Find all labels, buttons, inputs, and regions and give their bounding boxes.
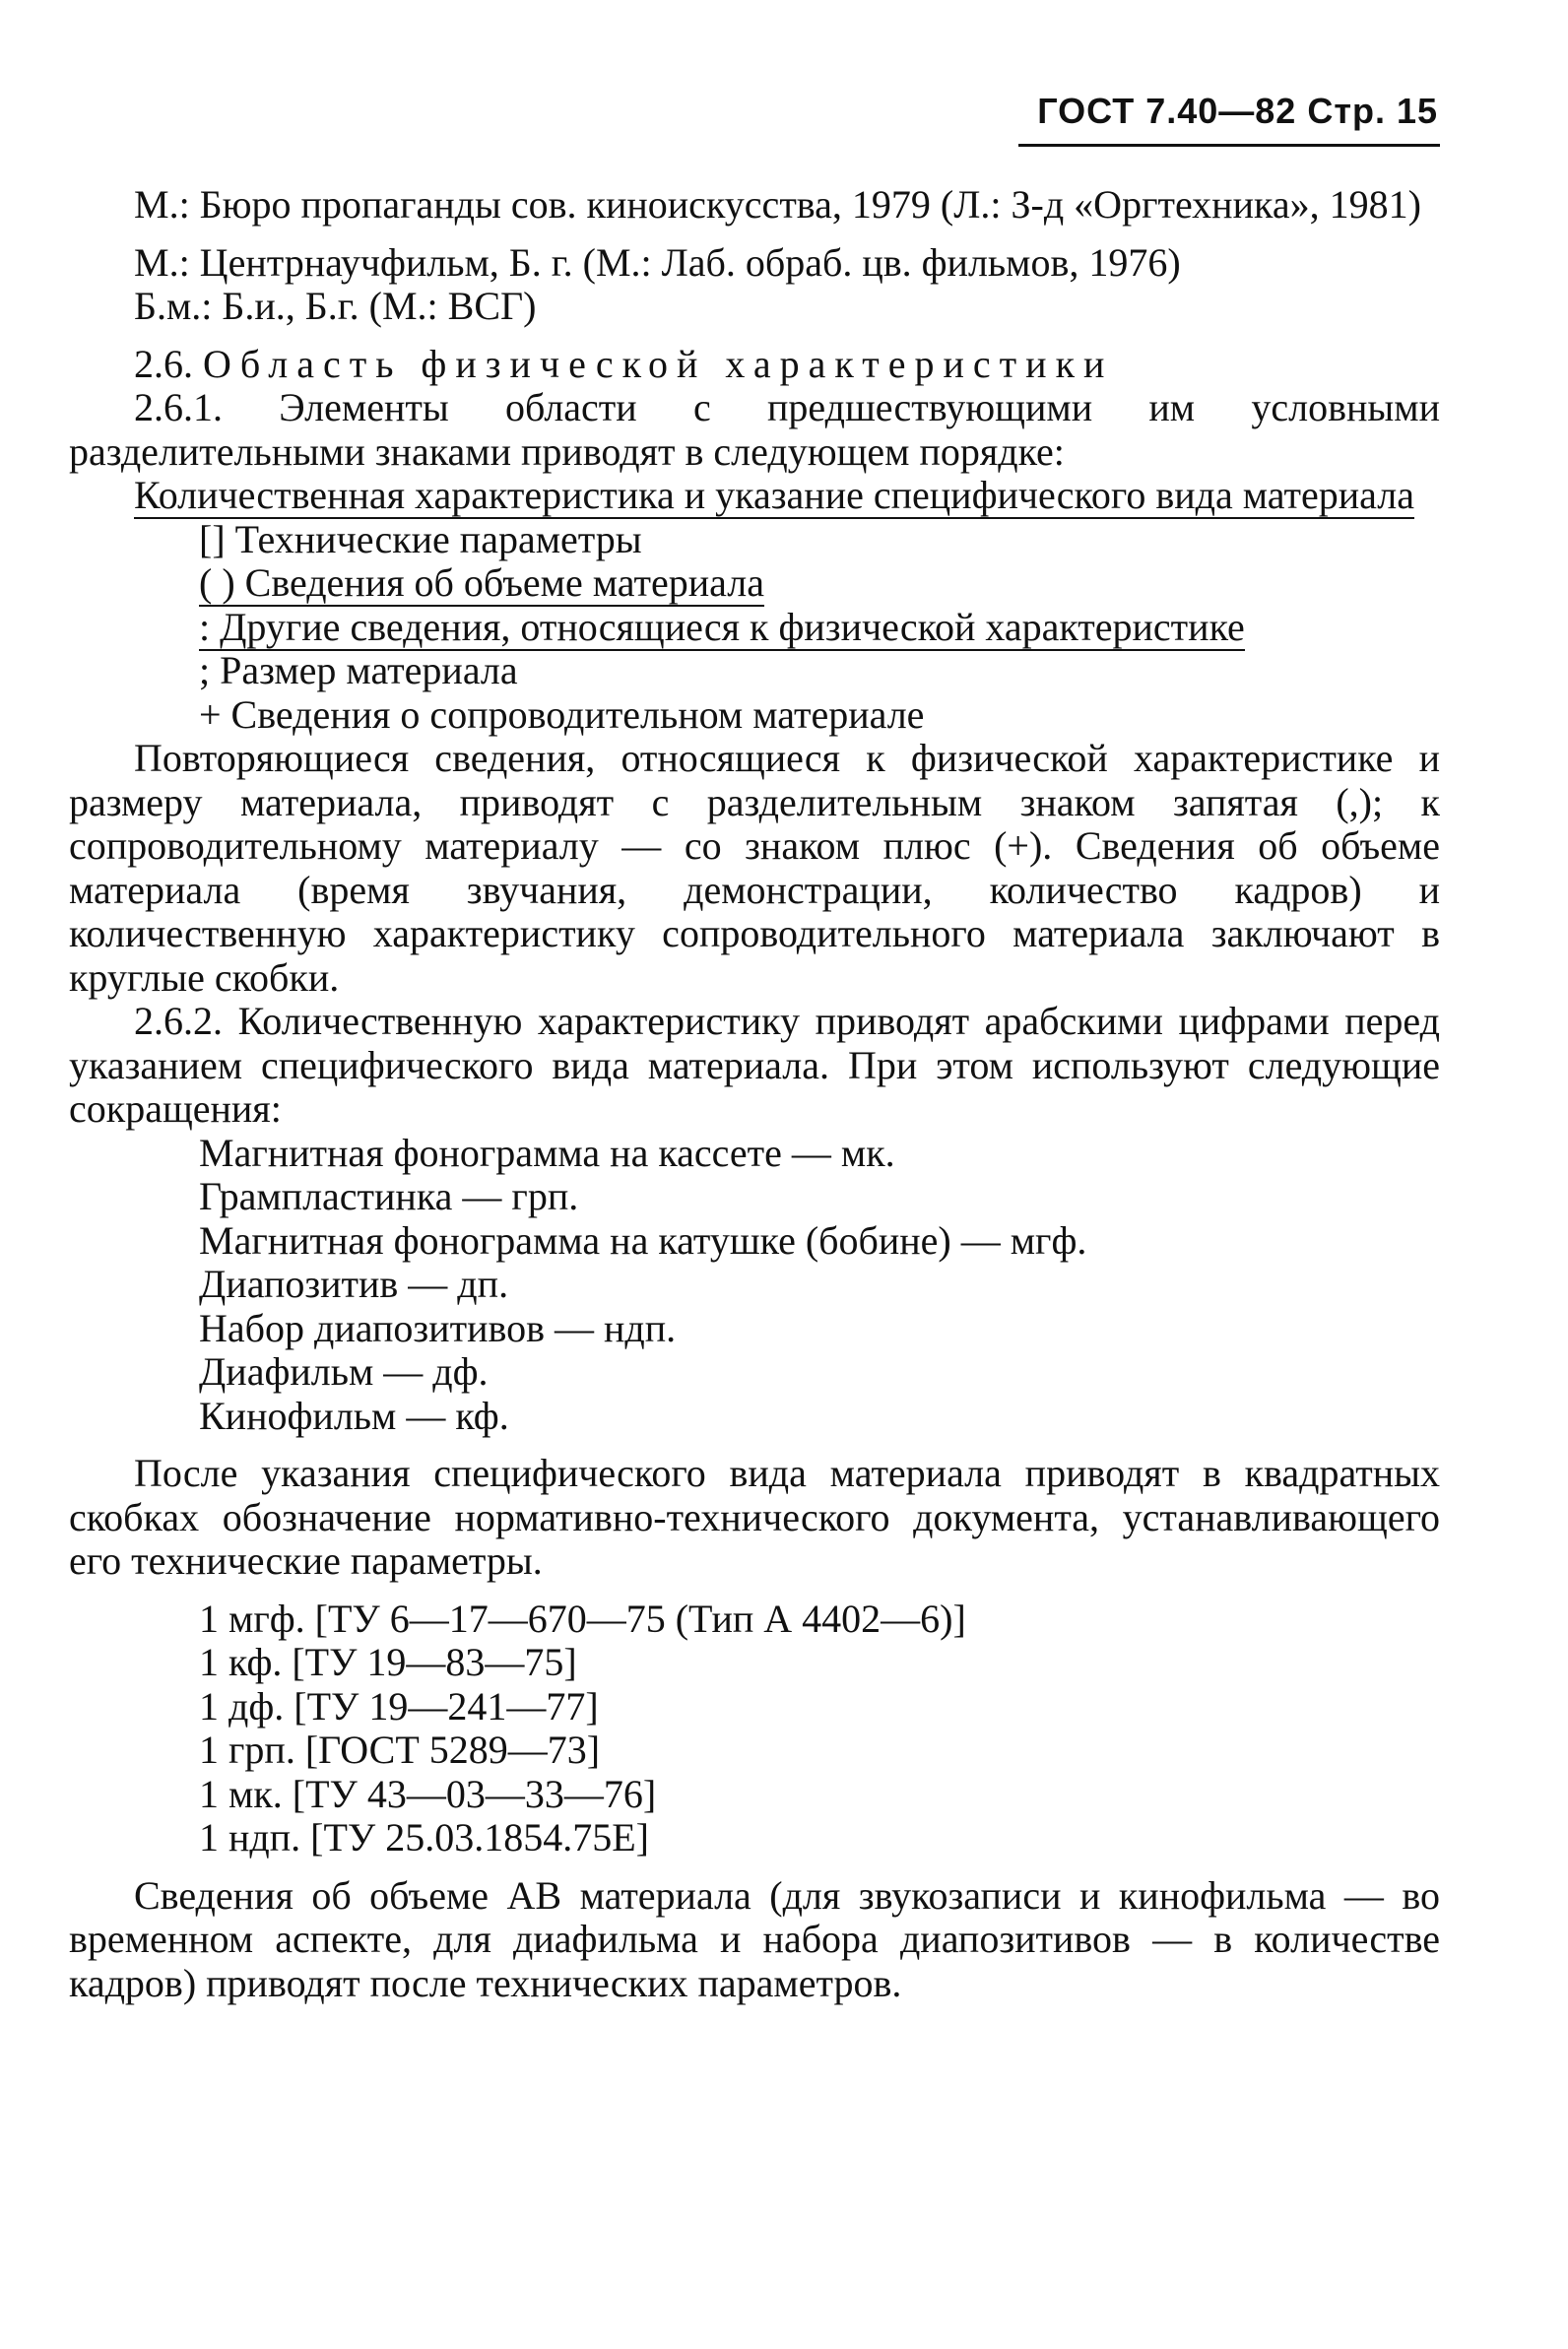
- section-heading: [69, 343, 1440, 387]
- ntd-example: 1 кф. [ТУ 19—83—75]: [199, 1640, 577, 1684]
- ntd-example: 1 мк. [ТУ 43—03—33—76]: [199, 1771, 657, 1816]
- section-number: 2.6.: [134, 341, 193, 386]
- abbreviation-line: Магнитная фонограмма на кассете — мк.: [199, 1130, 895, 1175]
- paragraph-after: После указания специфического вида материала приводят в квадратных скобках обозначение нормативно-технического документа, устанавливающего его технические параметры.: [69, 1451, 1440, 1583]
- element-other: [69, 606, 1440, 650]
- document-body: [69, 183, 1440, 2005]
- page-header: ГОСТ 7.40—82 Стр. 15: [1037, 91, 1438, 131]
- paragraph-2-6-2: 2.6.2. Количественную характеристику приводят арабскими цифрами перед указанием специфического вида материала. При этом используют следующие сокращения:: [69, 999, 1440, 1131]
- element-quantity: [69, 474, 1440, 518]
- paragraph-volume: Сведения об объеме АВ материала (для звукозаписи и кинофильма — во временном аспекте, для диафильма и набора диапозитивов — в количестве кадров) приводят после технических параметров.: [69, 1872, 1440, 2005]
- section-title: Область физической характеристики: [203, 341, 1114, 386]
- element-volume: [69, 561, 1440, 606]
- element-volume-text: ( ) Сведения об объеме материала: [199, 560, 764, 605]
- abbreviation-line: Диапозитив — дп.: [199, 1262, 509, 1306]
- example-line: М.: Бюро пропаганды сов. киноискусства, 1979 (Л.: З-д «Оргтехника», 1981): [134, 182, 1421, 227]
- element-tech-params: [] Технические параметры: [199, 516, 642, 561]
- ntd-example: 1 ндп. [ТУ 25.03.1854.75Е]: [199, 1815, 649, 1860]
- abbreviation-line: Магнитная фонограмма на катушке (бобине) — мгф.: [199, 1217, 1087, 1263]
- abbreviation-line: Набор диапозитивов — ндп.: [199, 1305, 677, 1350]
- element-other-text: : Другие сведения, относящиеся к физической характеристике: [199, 604, 1245, 649]
- ntd-example: 1 дф. [ТУ 19—241—77]: [199, 1683, 599, 1729]
- header-rule: [1018, 144, 1440, 147]
- example-line: М.: Центрнаучфильм, Б. г. (М.: Лаб. обраб. цв. фильмов, 1976): [134, 239, 1181, 285]
- element-size: ; Размер материала: [199, 648, 518, 692]
- element-accompanying: + Сведения о сопроводительном материале: [199, 691, 925, 737]
- element-quantity-text: Количественная характеристика и указание специфического вида материала: [134, 473, 1414, 517]
- example-line: Б.м.: Б.и., Б.г. (М.: ВСГ): [134, 284, 537, 328]
- abbreviation-line: Кинофильм — кф.: [199, 1393, 509, 1438]
- ntd-example: 1 грп. [ГОСТ 5289—73]: [199, 1728, 601, 1772]
- paragraph-2-6-1: 2.6.1. Элементы области с предшествующими им условными разделительными знаками приводят в следующем порядке:: [69, 385, 1440, 474]
- abbreviation-line: Диафильм — дф.: [199, 1349, 489, 1394]
- paragraph-repeat: Повторяющиеся сведения, относящиеся к физической характеристике и размеру материала, приводят с разделительным знаком запятая (,); к сопроводительному материалу — со знаком плюс (+). Сведения об объеме материала (время звучания, демонстрации, количество кадров) и количественную характеристику сопроводительного материала заключают в круглые скобки.: [69, 736, 1440, 1000]
- ntd-example: 1 мгф. [ТУ 6—17—670—75 (Тип А 4402—6)]: [199, 1596, 966, 1641]
- abbreviation-line: Грампластинка — грп.: [199, 1174, 579, 1218]
